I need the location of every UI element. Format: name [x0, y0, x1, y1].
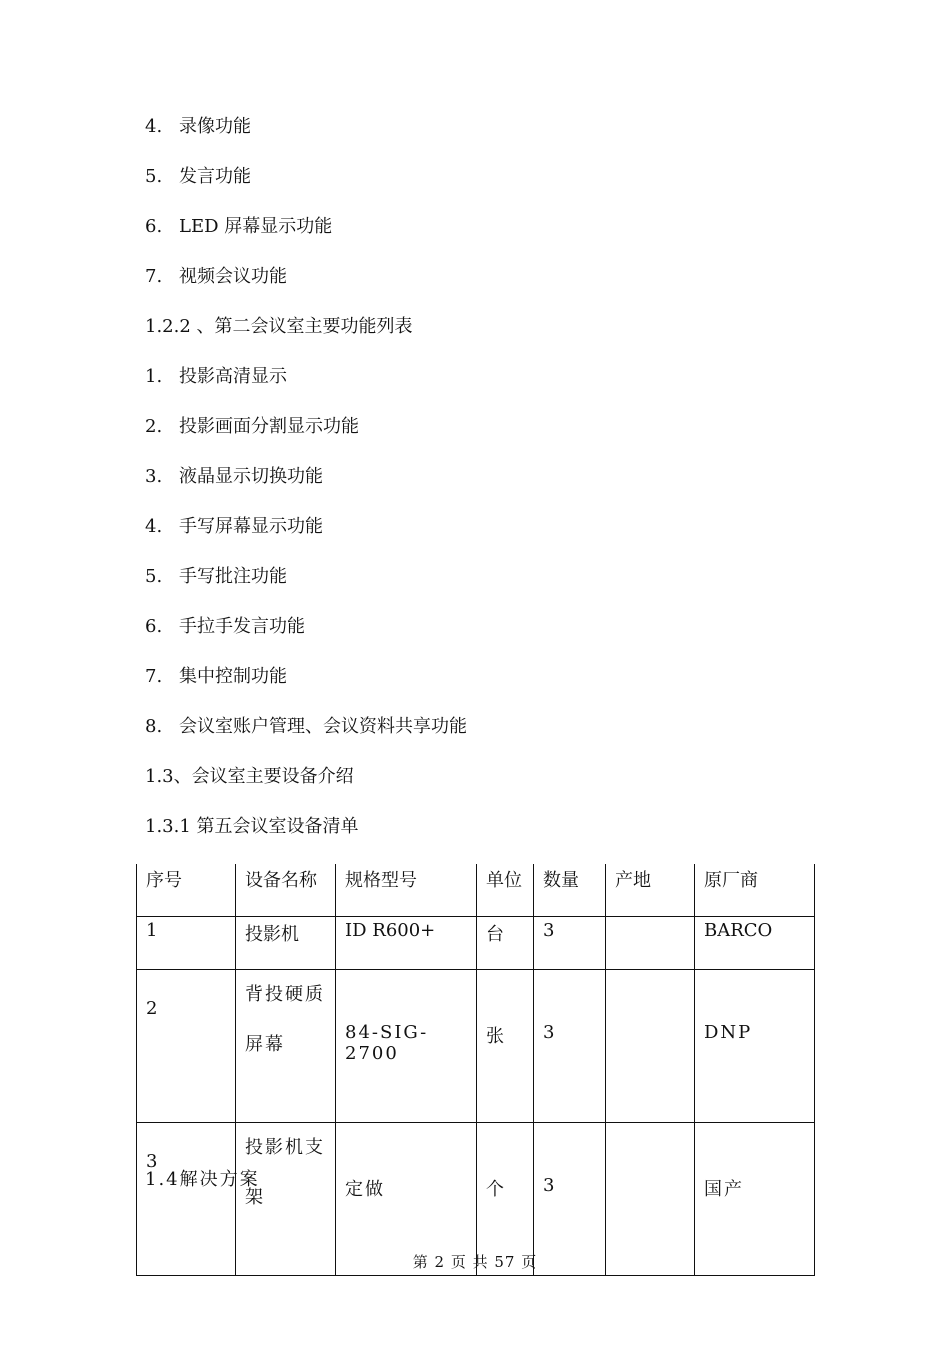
page-footer: 第 2 页 共 57 页 — [412, 1253, 538, 1271]
header-cell: 单位 — [477, 864, 534, 917]
list-item: 1. 投影高清显示 — [145, 366, 287, 387]
cell-model: 定做 — [336, 1123, 477, 1276]
cell-no: 1 — [137, 917, 236, 970]
list-item: 5. 手写批注功能 — [145, 566, 287, 587]
section-heading-1-3: 1.3、会议室主要设备介绍 — [145, 766, 354, 787]
header-cell: 序号 — [137, 864, 236, 917]
header-cell: 产地 — [606, 864, 695, 917]
list-item: 4. 录像功能 — [145, 116, 251, 137]
list-item: 3. 液晶显示切换功能 — [145, 466, 323, 487]
header-cell: 规格型号 — [336, 864, 477, 917]
cell-unit: 个 — [477, 1123, 534, 1276]
list-item: 7. 集中控制功能 — [145, 666, 287, 687]
cell-name: 投影机支 架 — [236, 1123, 336, 1276]
list-item: 6. LED 屏幕显示功能 — [145, 216, 333, 237]
cell-origin — [606, 917, 695, 970]
cell-maker: 国产 — [695, 1123, 815, 1276]
cell-maker: DNP — [695, 970, 815, 1123]
cell-origin — [606, 970, 695, 1123]
equipment-table — [136, 864, 815, 1276]
list-item: 6. 手拉手发言功能 — [145, 616, 305, 637]
list-item: 7. 视频会议功能 — [145, 266, 287, 287]
cell-name: 背投硬质 屏幕 — [236, 970, 336, 1123]
cell-qty: 3 — [534, 970, 606, 1123]
section-heading-1-3-1: 1.3.1 第五会议室设备清单 — [145, 816, 359, 837]
table-row — [137, 917, 815, 970]
cell-qty: 3 — [534, 917, 606, 970]
header-cell: 原厂商 — [695, 864, 815, 917]
cell-maker: BARCO — [695, 917, 815, 970]
cell-model: 84-SIG-2700 — [336, 970, 477, 1123]
table-header-row — [137, 864, 815, 917]
list-item: 4. 手写屏幕显示功能 — [145, 516, 323, 537]
section-heading-1-2-2: 1.2.2 、第二会议室主要功能列表 — [145, 316, 413, 337]
cell-model: ID R600+ — [336, 917, 477, 970]
list-item: 2. 投影画面分割显示功能 — [145, 416, 359, 437]
cell-no: 3 — [137, 1123, 236, 1276]
cell-name: 投影机 — [236, 917, 336, 970]
section-heading-1-4: 1.4解决方案 — [145, 1169, 260, 1190]
cell-no: 2 — [137, 970, 236, 1123]
header-cell: 设备名称 — [236, 864, 336, 917]
list-item: 5. 发言功能 — [145, 166, 251, 187]
cell-qty: 3 — [534, 1123, 606, 1276]
cell-unit: 台 — [477, 917, 534, 970]
cell-unit: 张 — [477, 970, 534, 1123]
table-row — [137, 970, 815, 1123]
list-item: 8. 会议室账户管理、会议资料共享功能 — [145, 716, 467, 737]
header-cell: 数量 — [534, 864, 606, 917]
